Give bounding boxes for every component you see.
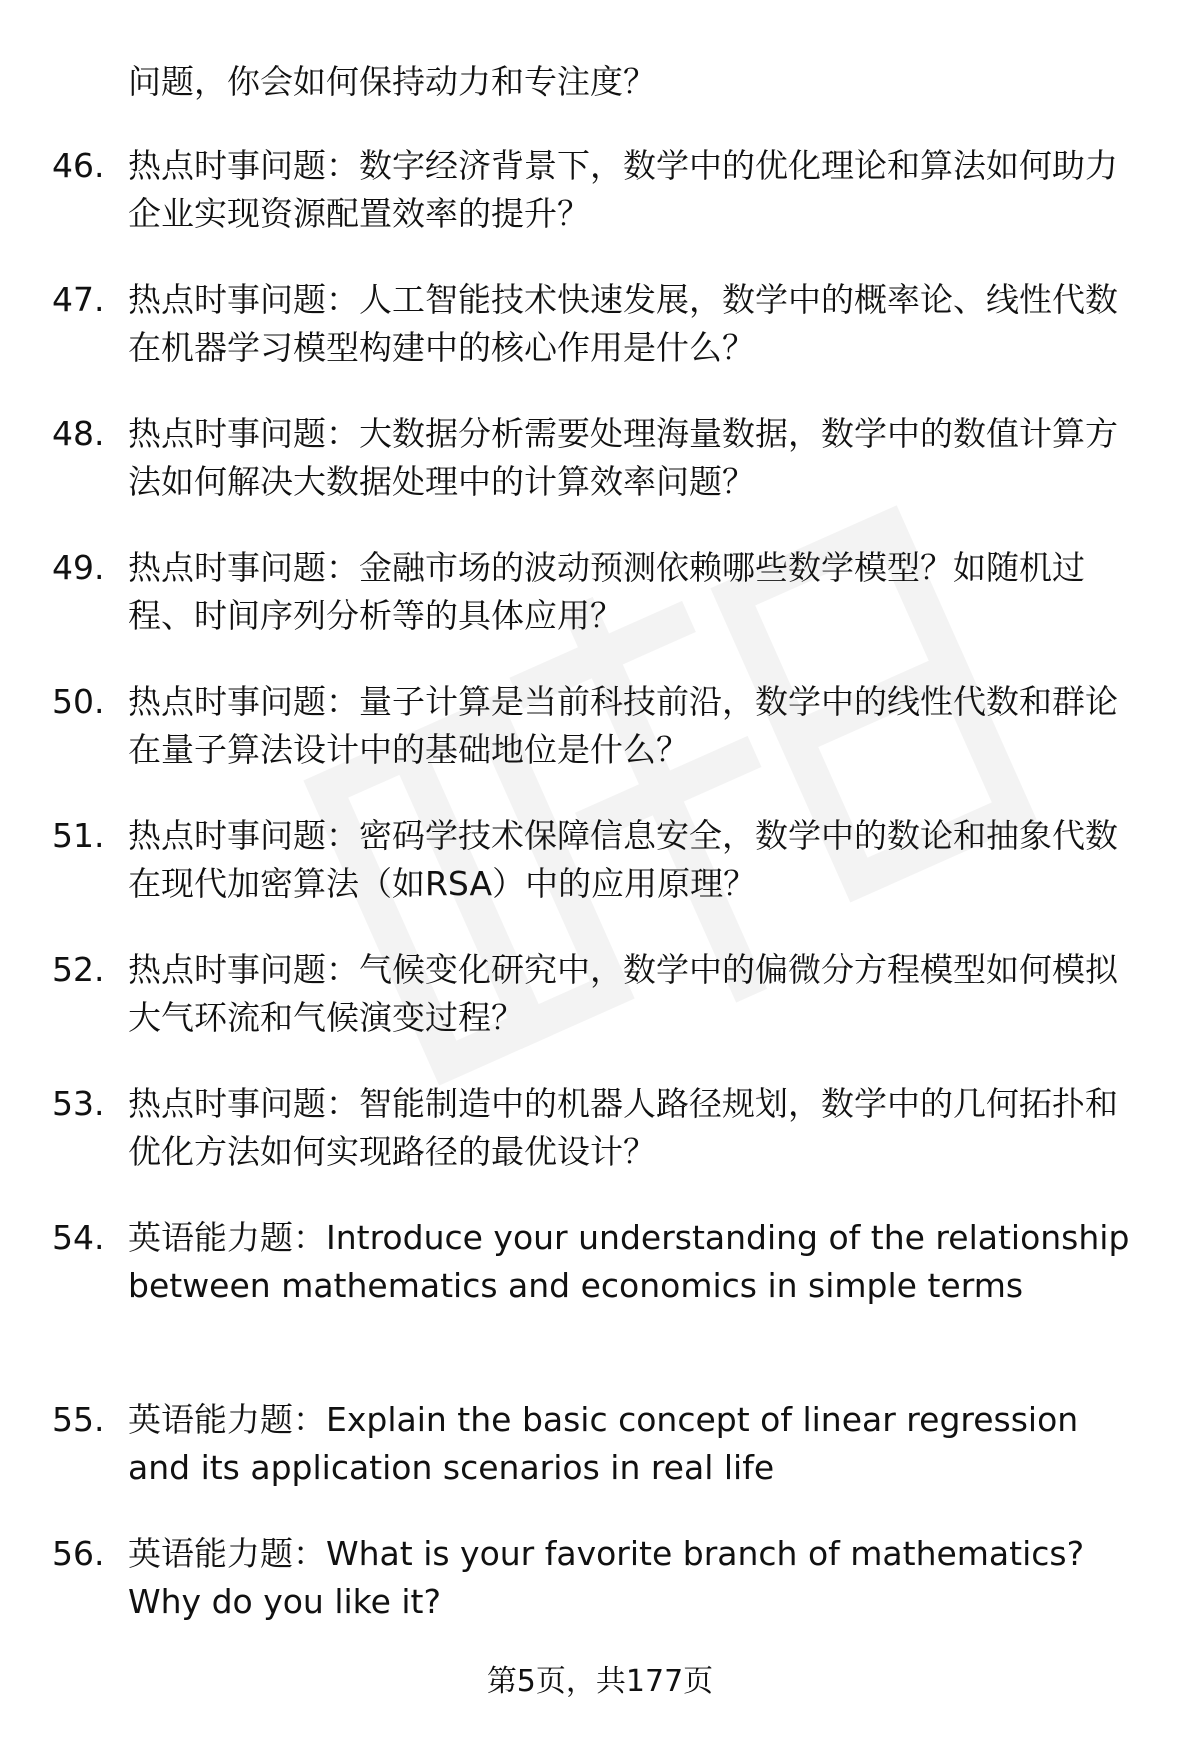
question-text: 热点时事问题：量子计算是当前科技前沿，数学中的线性代数和群论在量子算法设计中的基础地位是什么？ bbox=[128, 682, 1118, 769]
page-footer: 第5页，共177页 bbox=[486, 1664, 714, 1699]
question-text: 英语能力题：Explain the basic concept of linear regression and its application scenarios in real life bbox=[128, 1400, 1079, 1487]
question-number: 47. bbox=[52, 280, 105, 319]
question-item-51 bbox=[0, 812, 1200, 908]
question-number: 53. bbox=[52, 1084, 105, 1123]
question-item-56 bbox=[0, 1530, 1200, 1626]
question-text: 热点时事问题：人工智能技术快速发展，数学中的概率论、线性代数在机器学习模型构建中的核心作用是什么？ bbox=[128, 280, 1118, 367]
question-item-48 bbox=[0, 410, 1200, 506]
question-list bbox=[0, 142, 1200, 1664]
question-item-54 bbox=[0, 1214, 1200, 1358]
question-text: 热点时事问题：数字经济背景下，数学中的优化理论和算法如何助力企业实现资源配置效率的提升？ bbox=[128, 146, 1118, 233]
question-number: 56. bbox=[52, 1534, 105, 1573]
question-item-55 bbox=[0, 1396, 1200, 1492]
question-item-47 bbox=[0, 276, 1200, 372]
continued-question-text: 问题，你会如何保持动力和专注度？ bbox=[128, 62, 656, 101]
question-item-49 bbox=[0, 544, 1200, 640]
question-number: 51. bbox=[52, 816, 105, 855]
question-item-46 bbox=[0, 142, 1200, 238]
question-number: 48. bbox=[52, 414, 105, 453]
question-number: 50. bbox=[52, 682, 105, 721]
question-item-50 bbox=[0, 678, 1200, 774]
question-text: 热点时事问题：金融市场的波动预测依赖哪些数学模型？如随机过程、时间序列分析等的具体应用？ bbox=[128, 548, 1085, 635]
question-number: 54. bbox=[52, 1218, 105, 1257]
question-number: 52. bbox=[52, 950, 105, 989]
question-text: 热点时事问题：大数据分析需要处理海量数据，数学中的数值计算方法如何解决大数据处理中的计算效率问题？ bbox=[128, 414, 1118, 501]
question-text: 英语能力题：What is your favorite branch of mathematics? Why do you like it? bbox=[128, 1534, 1085, 1621]
question-number: 46. bbox=[52, 146, 105, 185]
question-text: 热点时事问题：气候变化研究中，数学中的偏微分方程模型如何模拟大气环流和气候演变过程？ bbox=[128, 950, 1118, 1037]
question-text: 热点时事问题：密码学技术保障信息安全，数学中的数论和抽象代数在现代加密算法（如RSA）中的应用原理？ bbox=[128, 816, 1118, 903]
question-number: 49. bbox=[52, 548, 105, 587]
question-item-52 bbox=[0, 946, 1200, 1042]
question-item-53 bbox=[0, 1080, 1200, 1176]
question-text: 热点时事问题：智能制造中的机器人路径规划，数学中的几何拓扑和优化方法如何实现路径的最优设计？ bbox=[128, 1084, 1118, 1171]
question-number: 55. bbox=[52, 1400, 105, 1439]
question-text: 英语能力题：Introduce your understanding of the relationship between mathematics and economics in simple terms bbox=[128, 1218, 1130, 1305]
